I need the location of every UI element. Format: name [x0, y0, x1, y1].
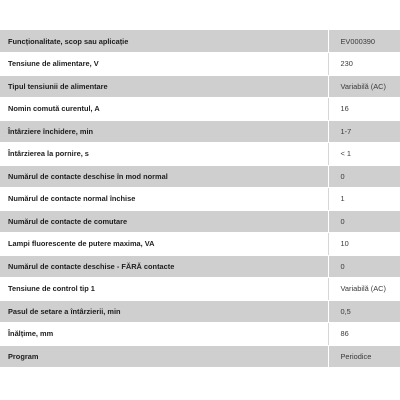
spec-row: [0, 210, 400, 233]
spec-row: [0, 278, 400, 301]
spec-label: Pasul de setare a întârzierii, min: [0, 300, 328, 323]
spec-label: Lampi fluorescente de putere maxima, VA: [0, 233, 328, 256]
spec-label: Numărul de contacte normal închise: [0, 188, 328, 211]
spec-value: 10: [328, 233, 400, 256]
spec-value: Variabilă (AC): [328, 75, 400, 98]
spec-row: [0, 345, 400, 368]
spec-row: [0, 53, 400, 76]
spec-row: [0, 75, 400, 98]
spec-value: EV000390: [328, 30, 400, 53]
spec-row: [0, 233, 400, 256]
spec-value: < 1: [328, 143, 400, 166]
spec-label: Tensiune de control tip 1: [0, 278, 328, 301]
spec-label: Nomin comută curentul, A: [0, 98, 328, 121]
spec-row: [0, 188, 400, 211]
spec-label: Funcționalitate, scop sau aplicație: [0, 30, 328, 53]
spec-row: [0, 300, 400, 323]
spec-label: Program: [0, 345, 328, 368]
spec-label: Numărul de contacte deschise în mod normal: [0, 165, 328, 188]
spec-value: 86: [328, 323, 400, 346]
spec-row: [0, 323, 400, 346]
spec-label: Întârzierea la pornire, s: [0, 143, 328, 166]
spec-row: [0, 165, 400, 188]
spec-row: [0, 255, 400, 278]
spec-value: 16: [328, 98, 400, 121]
spec-row: [0, 143, 400, 166]
spec-label: Numărul de contacte de comutare: [0, 210, 328, 233]
spec-label: Tensiune de alimentare, V: [0, 53, 328, 76]
spec-row: [0, 30, 400, 53]
spec-label: Tipul tensiunii de alimentare: [0, 75, 328, 98]
spec-value: 0: [328, 210, 400, 233]
spec-value: 0,5: [328, 300, 400, 323]
spec-value: Periodice: [328, 345, 400, 368]
spec-value: 1: [328, 188, 400, 211]
spec-value: Variabilă (AC): [328, 278, 400, 301]
spec-table: [0, 30, 400, 368]
spec-row: [0, 120, 400, 143]
spec-label: Înălțime, mm: [0, 323, 328, 346]
spec-value: 230: [328, 53, 400, 76]
spec-label: Întârziere închidere, min: [0, 120, 328, 143]
spec-value: 0: [328, 255, 400, 278]
spec-value: 0: [328, 165, 400, 188]
spec-label: Numărul de contacte deschise - FĂRĂ contacte: [0, 255, 328, 278]
spec-row: [0, 98, 400, 121]
spec-value: 1-7: [328, 120, 400, 143]
